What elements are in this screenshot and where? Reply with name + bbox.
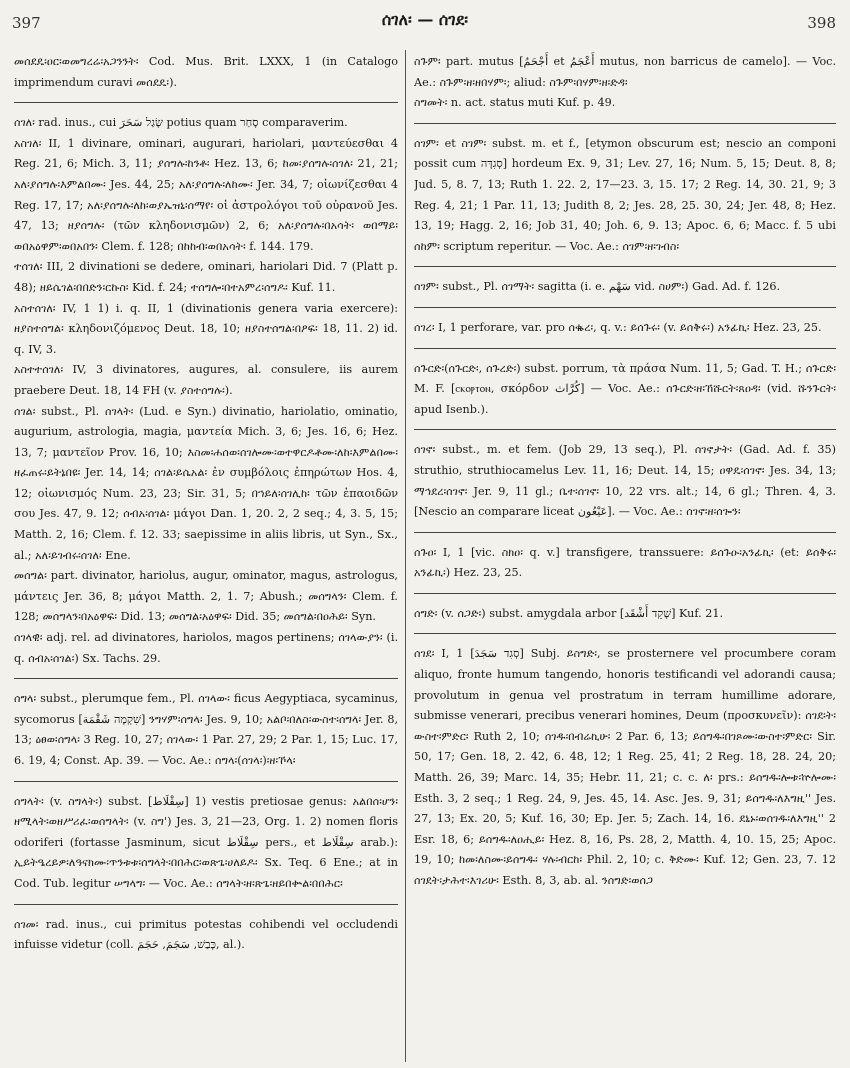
dictionary-entry (414, 52, 836, 114)
entry-paragraph: መሰደዴ፡ዐር፡ወመግረሬ፡አጋንንት፡ Cod. Mus. Brit. LXXX, 1 (in Catalogo imprimendum curavi መሰደዴ፡). (14, 55, 398, 89)
dictionary-entry (414, 277, 836, 298)
page-header (0, 0, 850, 44)
entry-paragraph: አስተተሰገለ፡ IV, 3 divinatores, augures, al. consulere, iis aurem praebere Deut. 18, 14 FH (v. ያስተሰግሉ፡). (14, 363, 398, 397)
dictionary-entry (14, 52, 398, 93)
running-head: ሰገለ፡ — ሰገደ፡ (381, 10, 469, 29)
right-page-number: 398 (807, 14, 836, 32)
dictionary-entry (14, 113, 398, 669)
entry-paragraph: ስግመት፡ n. act. status muti Kuf. p. 49. (414, 96, 616, 110)
entry-separator (414, 429, 836, 430)
entry-paragraph: ሰገረ፡ I, 1 perforare, var. pro ሰቈረ፡, q. v.: ይሰጉሩ፡ (v. ይሰቅሩ፡) አንፊኪ፡ Hez. 23, 25. (414, 320, 822, 334)
entry-separator (414, 266, 836, 267)
entry-separator (14, 781, 398, 782)
entry-paragraph: ሰግድ፡ (v. ሰጋድ፡) subst. amygdala arbor [שָׁקֵד أَشْقَد] Kuf. 21. (414, 606, 724, 620)
entry-separator (14, 904, 398, 905)
entry-paragraph: ተሰገለ፡ III, 2 divinationi se dedere, ominari, hariolari Did. 7 (Platt p. 48); ዘይሴገል፡በበድን፡ርኩስ፡ Kid. f. 24; ተሰግሎ፡በተአምረ፡ሰግዶ፡ Kuf. 11. (14, 260, 398, 294)
entry-paragraph: ሰገላዊ፡ adj. rel. ad divinatores, hariolos, magos pertinens; ሰገላውያን፡ (i. q. ሰብአ፡ሰገል፡) Sx. Tachs. 29. (14, 631, 398, 665)
entry-paragraph: ሰጉዐ፡ I, 1 [vic. ስክዐ፡ q. v.] transfigere, transsuere: ይሰጉዑ፡አንፊኪ፡ (et: ይሰቅሩ፡አንፊኪ፡) Hez. 23, 25. (414, 545, 836, 580)
entry-paragraph: ሰገለ፡ rad. inus., cui שָׂגַל سَحَرَ potius quam סָחַר comparaverim. (14, 116, 348, 130)
entry-paragraph: ሰገደ፡ I, 1 [סְגִד سَجَدَ] Subj. ይስግድ፡, se prosternere vel procumbere coram aliquo, fronte humum tangendo, honoris testificandi vel adorandi causa; provolutum in genua vel prostratum in terram humillime adorare, submisse venerari, precibus venerari homines, Deum (προσκυνεῖν): ሰገደ፡ት፡ውስተ፡ምድር፡ Ruth 2, 10; ሰገዱ፡በብሬኪሁ፡ 2 Par. 6, 13; ይሰግዱ፡በገጾሙ፡ውስተ፡ምድር፡ Sir. 50, 17; Gen. 18, 2. 42, 6. 48, 12; 1 Reg. 25, 41; 2 Reg. 18, 28. 24, 20; Matth. 26, 39; Marc. 14, 35; Hebr. 11, 21; c. c. ለ፡ prs.: ይሰግዱ፡ሎቱ፡ኵሎሙ፡ Esth. 3, 2 seq.; 1 Reg. 24, 9, Jes. 45, 14. Asc. Jes. 9, 31; ይሰግዱ፡ለእግዚ'' Jes. 27, 13; Ex. 20, 5; Kuf. 16, 30; Ep. Jer. 5; Zach. 14, 16. ደኒኑ፡ወሰገዱ፡ለእግዚ'' 2 Esr. 18, 6; ይሰግዱ፡ለዐሒይ፡ Hez. 8, 16, Ps. 28, 2, Matth. 4, 10. 15, 25; Apoc. 19, 10; ከመ፡ለስሙ፡ይሰግዱ፡ ሃሉ፡ብርከ፡ Phil. 2, 10; c. ቅድሙ፡ Kuf. 12; Gen. 23, 7. 12 ሰገደት፡ታሕተ፡እገሪሁ፡ Esth. 8, 3, ab. al. ንሰግድ፡ወሰጋ (414, 647, 836, 887)
entry-paragraph: ሰገም፡ et ስገም፡ subst. m. et f., [etymon obscurum est; nescio an componi possit cum סְגִדָּה] hordeum Ex. 9, 31; Lev. 27, 16; Num. 5, 15; Deut. 8, 8; Jud. 5, 8. 7, 13; Ruth 1. 22. 2, 17—23. 3, 15. 17; 2 Reg. 14, 30. 21, 9; 3 Reg. 4, 21; 1 Par. 11, 13; Judith 8, 2; Jes. 28, 25. 30, 24; Jer. 48, 8; Hez. 13, 19; Hagg. 2, 16; Job 31, 40; Joh. 6, 9. 13; Apoc. 6, 6; Macc. f. 5 ubi ሰከም፡ scriptum reperitur. — Voc. Ae.: ሰገም፡ዘ፡ገብስ፡ (414, 136, 836, 253)
entry-paragraph: ሰግላ፡ subst., plerumque fem., Pl. ሰገላው፡ ficus Aegyptiaca, sycaminus, sycomorus [שִׁקְמָה شَقْمَة] ንግሃም፡ሰግላ፡ Jes. 9, 10; አልቦ፡በለስ፡ውስተ፡ሰግላ፡ Jer. 8, 13; ዕፀወ፡ሰግላ፡ 3 Reg. 10, 27; ሰገላው፡ 1 Par. 27, 29; 2 Par. 1, 15; Luc. 17, 6. 19, 4; Const. Ap. 39. — Voc. Ae.: ሰግላ፡(ሰገላ፡)፡ዘ፡ኾላ፡ (14, 692, 398, 767)
entry-separator (414, 307, 836, 308)
entry-paragraph: መሰግል፡ part. divinator, hariolus, augur, ominator, magus, astrologus, μάντεις Jer. 36, 8; μάγοι Matth. 2, 1. 7; Abush.; መሰግላን፡ Clem. f. 128; መሰግላን፡በአዕዋፍ፡ Did. 13; መሰግል፡አዕዋፍ፡ Did. 35; መሰግል፡በዐሕይ፡ Syn. (14, 569, 398, 624)
entry-separator (414, 593, 836, 594)
dictionary-entry (414, 604, 836, 625)
column-divider (405, 50, 406, 1062)
entry-separator (414, 532, 836, 533)
entry-paragraph: አስተሰገለ፡ IV, 1 1) i. q. II, 1 (divinationis genera varia exercere): ዘያስተሰግል፡ κληδονιζόμενος Deut. 18, 10; ዘያስተሰግል፡በዖፍ፡ 18, 11. 2) id. q. IV, 3. (14, 301, 398, 356)
entry-paragraph: ስጉም፡ part. mutus [أَجْحَمُ et أَعْجَمُ mutus, non barricus de camelo]. — Voc. Ae.: ስጉም፡ዘ፡ዘበሃም፡; aliud: ስጉም፡በሃም፡ዘ፡ድዳ፡ (414, 55, 836, 89)
dictionary-entry (414, 440, 836, 522)
entry-separator (414, 123, 836, 124)
dictionary-entry (414, 134, 836, 258)
entry-paragraph: አስገለ፡ II, 1 divinare, ominari, augurari, hariolari, μαντεύεσθαι 4 Reg. 21, 6; Mich. 3, 11; ያሰግሉ፡ከንቶ፡ Hez. 13, 6; ከመ፡ያሰግሉ፡ሰገለ፡ 21, 21; አለ፡ያሰግሉ፡እምልበሙ፡ Jes. 44, 25; አለ፡ያሰግሉ፡ለከሙ፡ Jer. 34, 7; οἰωνίζεσθαι 4 Reg. 17, 17; አለ፡ያሰግሉ፡ለከ፡ወያኤዝኒ፡ሰማየ፡ οἱ ἀστρολόγοι τοῦ οὐρανοῦ Jes. 47, 13; ዘያሰግሉ፡ (τῶν κληδονισμῶν) 2, 6; አለ፡ያሰግሉ፡በአሳት፡ ወበማይ፡ወበአዕዋም፡ወበአበን፡ Clem. f. 128; በከከብ፡ወበአሳት፡ f. 144. 179. (14, 136, 398, 253)
dictionary-entry (414, 318, 836, 339)
entry-separator (414, 633, 836, 634)
entry-separator (14, 102, 398, 103)
left-page-number: 397 (12, 14, 41, 32)
dictionary-entry (414, 644, 836, 891)
entry-separator (14, 678, 398, 679)
dictionary-entry (14, 689, 398, 771)
entry-paragraph: ሰጉርድ፡(ሰጉርድ፡, ሰጉረድ፡) subst. porrum, τὰ πράσα Num. 11, 5; Gad. T. H.; ሰጉርድ፡ M. F. [ⲥⲕⲟⲣⲧⲟⲛ, σκόρδον كُرَّاث] — Voc. Ae.: ሰጉርድ፡ዘ፡ኸሹርት፡ጸዐዳ፡ (vid. ሹንጉርት፡ apud Isenb.). (414, 361, 836, 416)
dictionary-entry (414, 359, 836, 421)
dictionary-entry (14, 792, 398, 895)
right-column (414, 52, 836, 1062)
dictionary-entry (14, 915, 398, 956)
entry-paragraph: ሰገም፡ subst., Pl. ሰገማት፡ sagitta (i. e. سَهْم vid. ስሀም፡) Gad. Ad. f. 126. (414, 280, 781, 294)
entry-separator (414, 348, 836, 349)
entry-paragraph: ሰገመ፡ rad. inus., cui primitus potestas cohibendi vel occludendi infuisse videtur (coll. כָּבַשׁ, سَجَمَ, حَجَمَ, al.). (14, 917, 398, 952)
entry-paragraph: ሰገኖ፡ subst., m. et fem. (Job 29, 13 seq.), Pl. ሰገኖታት፡ (Gad. Ad. f. 35) struthio, struthiocamelus Lev. 11, 16; Deut. 14, 15; ዐዋዴ፡ሰገኖ፡ Jes. 34, 13; ማኅደረ፡ሰገኖ፡ Jer. 9, 11 gl.; ቤተ፡ሰገኖ፡ 10, 22 vrs. alt.; 14, 6 gl.; Thren. 4, 3. [Nescio an comparare liceat عَيْعُون]. — Voc. Ae.: ሰገኖ፡ዘ፡ሰጐን፡ (414, 443, 836, 519)
dictionary-entry (414, 543, 836, 584)
entry-paragraph: ሰግላት፡ (v. ስግላት፡) subst. [سِقْلَاط] 1) vestis pretiosae genus: አልበሰ፡ሆን፡ዘሚላት፡ወዘሥሪፈ፡ወሰግላት፡ (v. ስግ') Jes. 3, 21—23, Org. 1. 2) nomen floris odoriferi (fortasse Jasminum, sicut سِقْلَاط pers., et سِقْلَاط arab.): ኢይትዔረይዎ፡ለዓናክሙ፡ጥንቱቱ፡ሰግላት፡በበሕር፡ወጽጌ፡ሀለይዶ፡ Sx. Teq. 6 Ene.; at in Cod. Tub. legitur ሠግላግ፡ — Voc. Ae.: ሰግላት፡ዘ፡ጽጌ፡ዘይበቍል፡በበሕር፡ (14, 794, 398, 890)
left-column (14, 52, 398, 1062)
entry-paragraph: ሰገል፡ subst., Pl. ሰገላት፡ (Lud. e Syn.) divinatio, hariolatio, ominatio, augurium, astrologia, magia, μαντεία Mich. 3, 6; Jes. 16, 6; Hez. 13, 7; μαντεῖον Prov. 16, 10; እስመ፡ሐሰወ፡ሰገሎሙ፡ወተዋርዶቶሙ፡ለከ፡እምልበሙ፡ዘፈጠሩ፡ይትኔበዩ፡ Jer. 14, 14; ሰገል፡ይሴአል፡ ἐν συμβόλοις ἐπηρώτων Hos. 4, 12; οἰωνισμός Num. 23, 23; Sir. 31, 5; በኀይለ፡ሰገሊከ፡ τῶν ἐπαοιδῶν σου Jes. 47, 9. 12; ሰብአ፡ሰገል፡ μάγοι Dan. 1, 20. 2, 2 seq.; 4, 3. 5, 15; Matth. 2, 16; Clem. f. 12. 33; saepissime in aliis libris, ut Syn., Sx., al.; አለ፡ይገብሩ፡ሰገለ፡ Ene. (14, 404, 398, 562)
